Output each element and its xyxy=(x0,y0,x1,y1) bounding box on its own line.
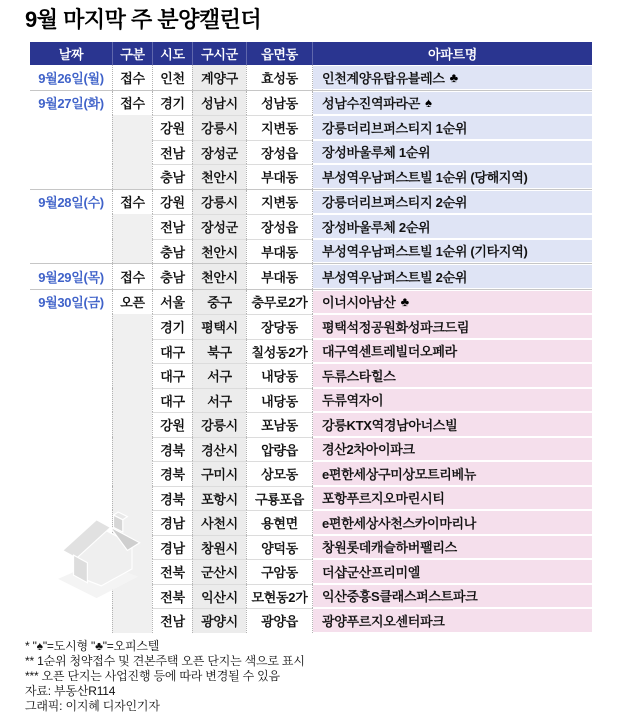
footnote-color-note: ** 1순위 청약접수 및 견본주택 오픈 단지는 색으로 표시 xyxy=(25,653,305,668)
apartment-name: 강릉KTX역경남아너스빌 xyxy=(322,417,458,433)
apartment-cell xyxy=(312,264,592,289)
town-cell: 부대동 xyxy=(246,164,312,189)
apartment-cell xyxy=(312,239,592,264)
date-cell xyxy=(30,239,112,264)
apartment-highlight xyxy=(313,364,592,387)
table-row xyxy=(30,339,592,364)
apartment-cell xyxy=(312,437,592,462)
house-illustration xyxy=(52,497,152,607)
apartment-name: 인천계양유탑유블레스 xyxy=(322,70,445,86)
type-cell xyxy=(112,608,152,633)
town-cell: 내당동 xyxy=(246,363,312,388)
date-cell xyxy=(30,214,112,239)
housing-type-symbol: ♣ xyxy=(400,294,409,310)
header-date: 날짜 xyxy=(58,47,84,62)
district-cell: 강릉시 xyxy=(192,190,246,215)
apartment-name: 경산2차아이파크 xyxy=(322,442,415,458)
town-cell: 지변동 xyxy=(246,115,312,140)
date-cell xyxy=(30,314,112,339)
district-cell: 사천시 xyxy=(192,510,246,535)
header-sido: 시도 xyxy=(152,42,192,65)
town-cell: 효성동 xyxy=(246,65,312,90)
table-row xyxy=(30,608,592,633)
town-cell: 지변동 xyxy=(246,190,312,215)
table-row xyxy=(30,289,592,315)
apartment-highlight xyxy=(313,265,592,288)
sido-cell: 경북 xyxy=(152,437,192,462)
district-cell: 경산시 xyxy=(192,437,246,462)
apartment-cell xyxy=(312,486,592,511)
date-cell xyxy=(30,461,112,486)
footnote-symbols: * "♠"=도시형 "♣"=오피스텔 xyxy=(25,638,160,653)
apartment-cell xyxy=(312,190,592,215)
district-cell: 천안시 xyxy=(192,264,246,289)
type-cell xyxy=(112,461,152,486)
apartment-highlight xyxy=(313,191,592,214)
sido-cell: 전북 xyxy=(152,584,192,609)
apartment-highlight xyxy=(313,315,592,338)
sido-cell: 경남 xyxy=(152,510,192,535)
district-cell: 강릉시 xyxy=(192,412,246,437)
sido-cell: 경북 xyxy=(152,461,192,486)
sido-cell: 충남 xyxy=(152,239,192,264)
sido-cell: 강원 xyxy=(152,412,192,437)
district-cell: 강릉시 xyxy=(192,115,246,140)
footnotes xyxy=(25,639,620,714)
type-cell xyxy=(112,314,152,339)
apartment-name: e편한세상구미상모트리베뉴 xyxy=(322,466,477,482)
apartment-name: 창원롯데캐슬하버팰리스 xyxy=(322,540,457,556)
apartment-cell xyxy=(312,510,592,535)
town-cell: 성남동 xyxy=(246,91,312,116)
district-cell: 서구 xyxy=(192,388,246,413)
apartment-name: 강릉더리브퍼스티지 1순위 xyxy=(322,120,468,136)
apartment-name: 강릉더리브퍼스티지 2순위 xyxy=(322,195,468,211)
header-type: 구분 xyxy=(112,42,152,65)
sido-cell: 전남 xyxy=(152,140,192,165)
page-title: 9월 마지막 주 분양캘린더 xyxy=(25,7,262,32)
apartment-cell xyxy=(312,339,592,364)
apartment-highlight xyxy=(313,389,592,412)
date-cell xyxy=(30,115,112,140)
district-cell: 군산시 xyxy=(192,559,246,584)
apartment-cell xyxy=(312,214,592,239)
table-row xyxy=(30,388,592,413)
type-cell xyxy=(112,363,152,388)
table-row xyxy=(30,437,592,462)
district-cell: 장성군 xyxy=(192,140,246,165)
date-cell xyxy=(30,388,112,413)
apartment-name: 이너시아남산 xyxy=(322,295,396,311)
district-cell: 중구 xyxy=(192,290,246,315)
town-cell: 칠성동2가 xyxy=(246,339,312,364)
type-cell xyxy=(112,140,152,165)
sido-cell: 인천 xyxy=(152,65,192,90)
type-cell xyxy=(112,214,152,239)
apartment-name: 두류스타힐스 xyxy=(322,368,396,384)
district-cell: 구미시 xyxy=(192,461,246,486)
table-row xyxy=(30,314,592,339)
apartment-highlight xyxy=(313,462,592,485)
apartment-name: 장성바울루체 1순위 xyxy=(322,145,431,161)
sido-cell: 대구 xyxy=(152,388,192,413)
apartment-cell xyxy=(312,290,592,315)
district-cell: 북구 xyxy=(192,339,246,364)
sido-cell: 경북 xyxy=(152,486,192,511)
sido-cell: 대구 xyxy=(152,339,192,364)
apartment-highlight xyxy=(313,215,592,238)
table-row xyxy=(30,65,592,90)
type-cell xyxy=(112,412,152,437)
sido-cell: 경기 xyxy=(152,91,192,116)
apartment-cell xyxy=(312,608,592,633)
table-row xyxy=(30,214,592,239)
apartment-cell xyxy=(312,412,592,437)
type-cell xyxy=(112,339,152,364)
apartment-name: 부성역우남퍼스트빌 1순위 (당해지역) xyxy=(322,169,528,185)
apartment-name: 성남수진역파라곤 xyxy=(322,96,421,112)
date-cell xyxy=(30,437,112,462)
apartment-cell xyxy=(312,535,592,560)
district-cell: 천안시 xyxy=(192,164,246,189)
apartment-cell xyxy=(312,164,592,189)
date-cell xyxy=(30,363,112,388)
footnote-change-note: *** 오픈 단지는 사업진행 등에 따라 변경될 수 있음 xyxy=(25,668,280,683)
town-cell: 장당동 xyxy=(246,314,312,339)
sido-cell: 강원 xyxy=(152,190,192,215)
apartment-highlight xyxy=(313,116,592,139)
apartment-highlight xyxy=(313,511,592,534)
district-cell: 성남시 xyxy=(192,91,246,116)
date-cell xyxy=(30,608,112,633)
date-cell: 9월30일(금) xyxy=(38,295,104,311)
town-cell: 포남동 xyxy=(246,412,312,437)
type-cell: 접수 xyxy=(112,91,152,116)
town-cell: 내당동 xyxy=(246,388,312,413)
type-cell: 접수 xyxy=(112,65,152,90)
sido-cell: 강원 xyxy=(152,115,192,140)
type-cell: 접수 xyxy=(112,264,152,289)
apartment-name: 부성역우남퍼스트빌 2순위 xyxy=(322,269,468,285)
town-cell: 충무로2가 xyxy=(246,290,312,315)
sido-cell: 대구 xyxy=(152,363,192,388)
town-cell: 양덕동 xyxy=(246,535,312,560)
apartment-highlight xyxy=(313,487,592,510)
source-credit: 자료: 부동산R114 xyxy=(25,683,116,698)
date-cell xyxy=(30,164,112,189)
apartment-cell xyxy=(312,91,592,116)
table-row xyxy=(30,164,592,189)
apartment-highlight xyxy=(313,141,592,164)
type-cell xyxy=(112,437,152,462)
district-cell: 창원시 xyxy=(192,535,246,560)
apartment-highlight xyxy=(313,536,592,559)
apartment-name: 장성바울루체 2순위 xyxy=(322,219,431,235)
housing-type-symbol: ♠ xyxy=(425,95,432,111)
date-cell xyxy=(30,412,112,437)
date-cell: 9월27일(화) xyxy=(38,96,104,112)
apartment-cell xyxy=(312,584,592,609)
sido-cell: 충남 xyxy=(152,164,192,189)
apartment-name: 두류역자이 xyxy=(322,393,384,409)
apartment-name: 광양푸르지오센터파크 xyxy=(322,613,445,629)
apartment-name: 대구역센트레빌더오페라 xyxy=(322,344,457,360)
apartment-name: 익산중흥S클래스퍼스트파크 xyxy=(322,589,478,605)
type-cell xyxy=(112,239,152,264)
district-cell: 익산시 xyxy=(192,584,246,609)
table-row xyxy=(30,263,592,289)
apartment-cell xyxy=(312,115,592,140)
town-cell: 구룡포읍 xyxy=(246,486,312,511)
apartment-highlight xyxy=(313,340,592,363)
apartment-name: e편한세상사천스카이마리나 xyxy=(322,515,477,531)
date-cell: 9월29일(목) xyxy=(38,269,104,285)
type-cell xyxy=(112,164,152,189)
town-cell: 장성읍 xyxy=(246,140,312,165)
apartment-highlight xyxy=(313,585,592,608)
apartment-cell xyxy=(312,314,592,339)
apartment-name: 부성역우남퍼스트빌 1순위 (기타지역) xyxy=(322,244,528,260)
apartment-name: 평택석정공원화성파크드림 xyxy=(322,319,470,335)
table-row xyxy=(30,189,592,215)
district-cell: 평택시 xyxy=(192,314,246,339)
sido-cell: 경기 xyxy=(152,314,192,339)
apartment-highlight xyxy=(313,165,592,188)
sido-cell: 충남 xyxy=(152,264,192,289)
apartment-highlight xyxy=(313,240,592,263)
district-cell: 서구 xyxy=(192,363,246,388)
table-row xyxy=(30,239,592,264)
header-town: 읍면동 xyxy=(246,42,312,65)
housing-type-symbol: ♣ xyxy=(449,69,458,85)
town-cell: 광양읍 xyxy=(246,608,312,633)
apartment-highlight xyxy=(313,92,592,115)
table-header-row xyxy=(30,42,592,65)
apartment-highlight xyxy=(313,609,592,632)
date-cell: 9월28일(수) xyxy=(38,195,104,211)
sido-cell: 전북 xyxy=(152,559,192,584)
apartment-cell xyxy=(312,65,592,90)
town-cell: 모현동2가 xyxy=(246,584,312,609)
sido-cell: 전남 xyxy=(152,214,192,239)
apartment-highlight xyxy=(313,560,592,583)
type-cell xyxy=(112,388,152,413)
table-row xyxy=(30,461,592,486)
apartment-name: 더샵군산프리미엘 xyxy=(322,564,421,580)
apartment-highlight xyxy=(313,291,592,314)
apartment-highlight xyxy=(313,413,592,436)
apartment-cell xyxy=(312,363,592,388)
sido-cell: 서울 xyxy=(152,290,192,315)
apartment-cell xyxy=(312,388,592,413)
header-apartment: 아파트명 xyxy=(312,42,592,65)
table-row xyxy=(30,90,592,116)
town-cell: 상모동 xyxy=(246,461,312,486)
sido-cell: 경남 xyxy=(152,535,192,560)
graphic-credit: 그래픽: 이지혜 디자인기자 xyxy=(25,698,160,713)
apartment-cell xyxy=(312,140,592,165)
town-cell: 구암동 xyxy=(246,559,312,584)
district-cell: 장성군 xyxy=(192,214,246,239)
district-cell: 계양구 xyxy=(192,65,246,90)
date-cell: 9월26일(월) xyxy=(38,70,104,86)
apartment-highlight xyxy=(313,66,592,89)
type-cell: 접수 xyxy=(112,190,152,215)
type-cell: 오픈 xyxy=(112,290,152,315)
apartment-cell xyxy=(312,559,592,584)
apartment-name: 포항푸르지오마린시티 xyxy=(322,491,445,507)
town-cell: 용현면 xyxy=(246,510,312,535)
town-cell: 장성읍 xyxy=(246,214,312,239)
table-row xyxy=(30,140,592,165)
district-cell: 광양시 xyxy=(192,608,246,633)
table-row xyxy=(30,115,592,140)
table-row xyxy=(30,412,592,437)
table-row xyxy=(30,363,592,388)
date-cell xyxy=(30,339,112,364)
date-cell xyxy=(30,140,112,165)
apartment-highlight xyxy=(313,438,592,461)
town-cell: 부대동 xyxy=(246,239,312,264)
type-cell xyxy=(112,115,152,140)
town-cell: 압량읍 xyxy=(246,437,312,462)
district-cell: 천안시 xyxy=(192,239,246,264)
header-district: 구시군 xyxy=(192,42,246,65)
district-cell: 포항시 xyxy=(192,486,246,511)
town-cell: 부대동 xyxy=(246,264,312,289)
apartment-cell xyxy=(312,461,592,486)
sido-cell: 전남 xyxy=(152,608,192,633)
